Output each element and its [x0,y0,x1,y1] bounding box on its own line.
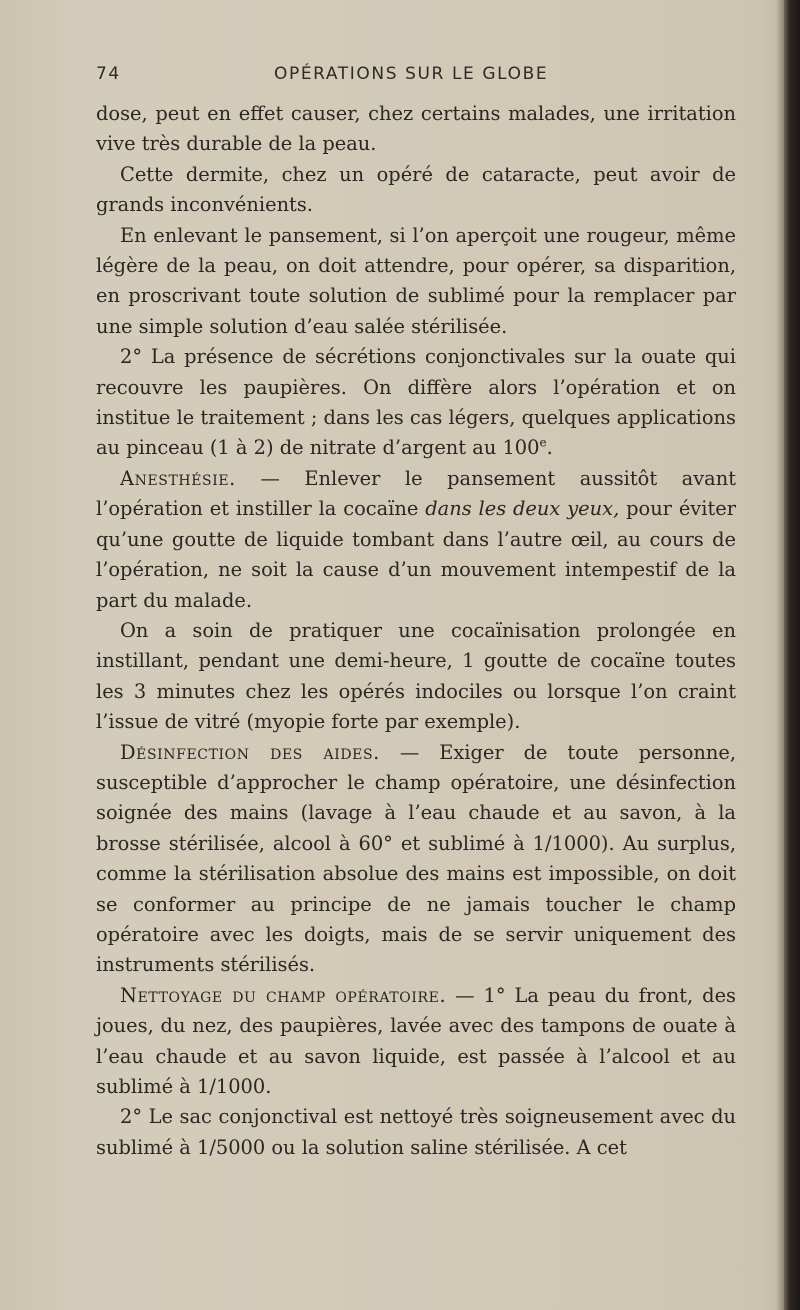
emphasis-deux-yeux: dans les deux yeux, [425,497,620,521]
paragraph-nettoyage-text: — 1° La peau du front, des joues, du nez, des paupières, lavée avec des tampons de ouate à l’eau chaude et au savon liquide, est passée à l’alcool et au sublimé à 1/1000. [96,983,737,1098]
book-edge [784,0,800,1310]
paragraph-anesthesie [96,464,736,616]
page-number: 74 [96,64,121,84]
paragraph-anesthesie-text-b: pour éviter qu’une goutte de liquide tombant dans l’autre œil, au cours de l’opération, ne soit la cause d’un mouvement intempestif de la part du malade. [96,497,736,612]
paragraph-anesthesie-text-a: — Enlever le pansement aussitôt avant l’opération et instiller la cocaïne [96,466,736,521]
body-text [96,99,736,1163]
paragraph-4-end: . [546,436,553,460]
running-header [96,64,736,92]
paragraph-9: 2° Le sac conjonctival est nettoyé très soigneusement avec du sublimé à 1/5000 ou la solution saline stérilisée. A cet [96,1105,736,1159]
section-heading-anesthesie: Anesthésie. [120,466,236,490]
section-heading-nettoyage: Nettoyage du champ opératoire. [120,983,447,1007]
paragraph-2: Cette dermite, chez un opéré de cataracte, peut avoir de grands inconvénients. [96,162,736,217]
section-heading-desinfection: Désinfection des aides. [120,740,380,764]
paragraph-6: On a soin de pratiquer une cocaïnisation prolongée en instillant, pendant une demi-heure, 1 goutte de cocaïne toutes les 3 minutes chez les opérés indociles ou lorsque l’on craint l’issue de vitré (myopie forte par exemple). [96,618,736,734]
paragraph-4-text: 2° La présence de sécrétions conjonctivales sur la ouate qui recouvre les paupières. On diffère alors l’opération et on institue le traitement ; dans les cas légers, quelques applications au pinceau (1 à 2) de nitrate d’argent au 100 [96,345,736,460]
paragraph-nettoyage [96,981,736,1103]
paragraph-3: En enlevant le pansement, si l’on aperçoit une rougeur, même légère de la peau, on doit attendre, pour opérer, sa disparition, en proscrivant toute solution de sublimé pour la remplacer par une simple solution d’eau salée stérilisée. [96,223,736,338]
paragraph-1: dose, peut en effet causer, chez certains malades, une irritation vive très durable de la peau. [96,102,736,156]
paragraph-desinfection-text: — Exiger de toute personne, susceptible d’approcher le champ opératoire, une désinfection soignée des mains (lavage à l’eau chaude et au savon, à la brosse stérilisée, alcool à 60° et sublimé à 1/1000). Au surplus, comme la stérilisation absolue des mains est impossible, on doit se conformer au principe de ne jamais toucher le champ opératoire avec les doigts, mais de se servir uniquement des instruments stérilisés. [96,740,736,977]
running-title: OPÉRATIONS SUR LE GLOBE [274,64,549,84]
paragraph-desinfection [96,738,736,981]
superscript-e: e [539,436,547,450]
page-edge-shadow [776,0,784,1310]
paragraph-4 [96,342,736,464]
